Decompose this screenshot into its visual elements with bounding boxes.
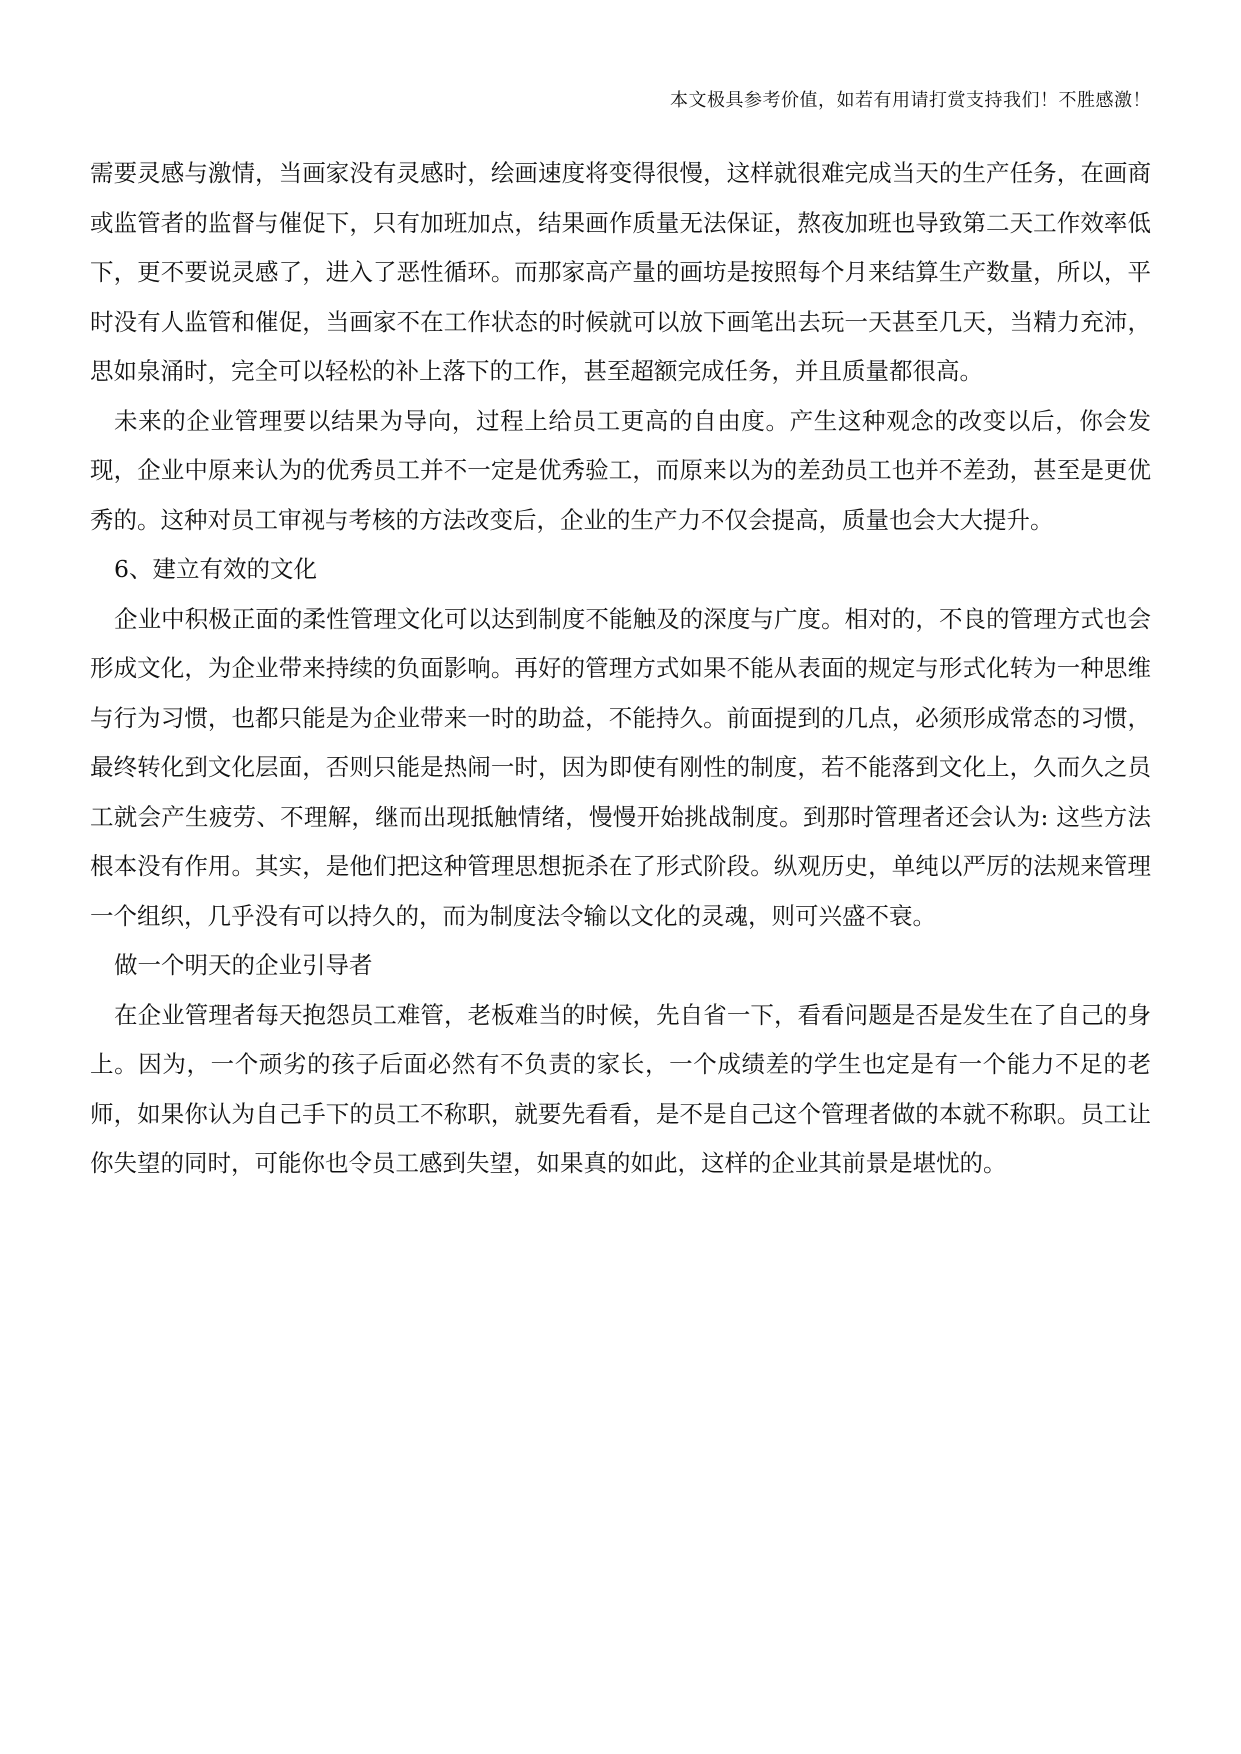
page-header-note: 本文极具参考价值，如若有用请打赏支持我们！不胜感激！ <box>670 90 1151 111</box>
paragraph-leader: 在企业管理者每天抱怨员工难管，老板难当的时候，先自省一下，看看问题是否是发生在了自己的身上。因为，一个顽劣的孩子后面必然有不负责的家长，一个成绩差的学生也定是有一个能力不足的老师，如果你认为自己手下的员工不称职，就要先看看，是不是自己这个管理者做的本就不称职。员工让你失望的同时，可能你也令员工感到失望，如果真的如此，这样的企业其前景是堪忧的。 <box>90 1000 1151 1177</box>
section-heading-culture: 6、建立有效的文化 <box>114 555 317 583</box>
document-body <box>90 149 1151 1189</box>
section-heading-leader: 做一个明天的企业引导者 <box>114 951 373 979</box>
paragraph-continued: 需要灵感与激情，当画家没有灵感时，绘画速度将变得很慢，这样就很难完成当天的生产任务，在画商或监管者的监督与催促下，只有加班加点，结果画作质量无法保证，熬夜加班也导致第二天工作效率低下，更不要说灵感了，进入了恶性循环。而那家高产量的画坊是按照每个月来结算生产数量，所以，平时没有人监管和催促，当画家不在工作状态的时候就可以放下画笔出去玩一天甚至几天，当精力充沛，思如泉涌时，完全可以轻松的补上落下的工作，甚至超额完成任务，并且质量都很高。 <box>90 159 1151 385</box>
paragraph-result-oriented: 未来的企业管理要以结果为导向，过程上给员工更高的自由度。产生这种观念的改变以后，你会发现，企业中原来认为的优秀员工并不一定是优秀验工，而原来以为的差劲员工也并不差劲，甚至是更优秀的。这种对员工审视与考核的方法改变后，企业的生产力不仅会提高，质量也会大大提升。 <box>90 406 1151 534</box>
paragraph-culture: 企业中积极正面的柔性管理文化可以达到制度不能触及的深度与广度。相对的，不良的管理方式也会形成文化，为企业带来持续的负面影响。再好的管理方式如果不能从表面的规定与形式化转为一种思维与行为习惯，也都只能是为企业带来一时的助益，不能持久。前面提到的几点，必须形成常态的习惯，最终转化到文化层面，否则只能是热闹一时，因为即使有刚性的制度，若不能落到文化上，久而久之员工就会产生疲劳、不理解，继而出现抵触情绪，慢慢开始挑战制度。到那时管理者还会认为: 这些方法根本没有作用。其实，是他们把这种管理思想扼杀在了形式阶段。纵观历史，单纯以严厉的法规来管理一个组织，几乎没有可以持久的，而为制度法令输以文化的灵魂，则可兴盛不衰。 <box>90 604 1151 930</box>
